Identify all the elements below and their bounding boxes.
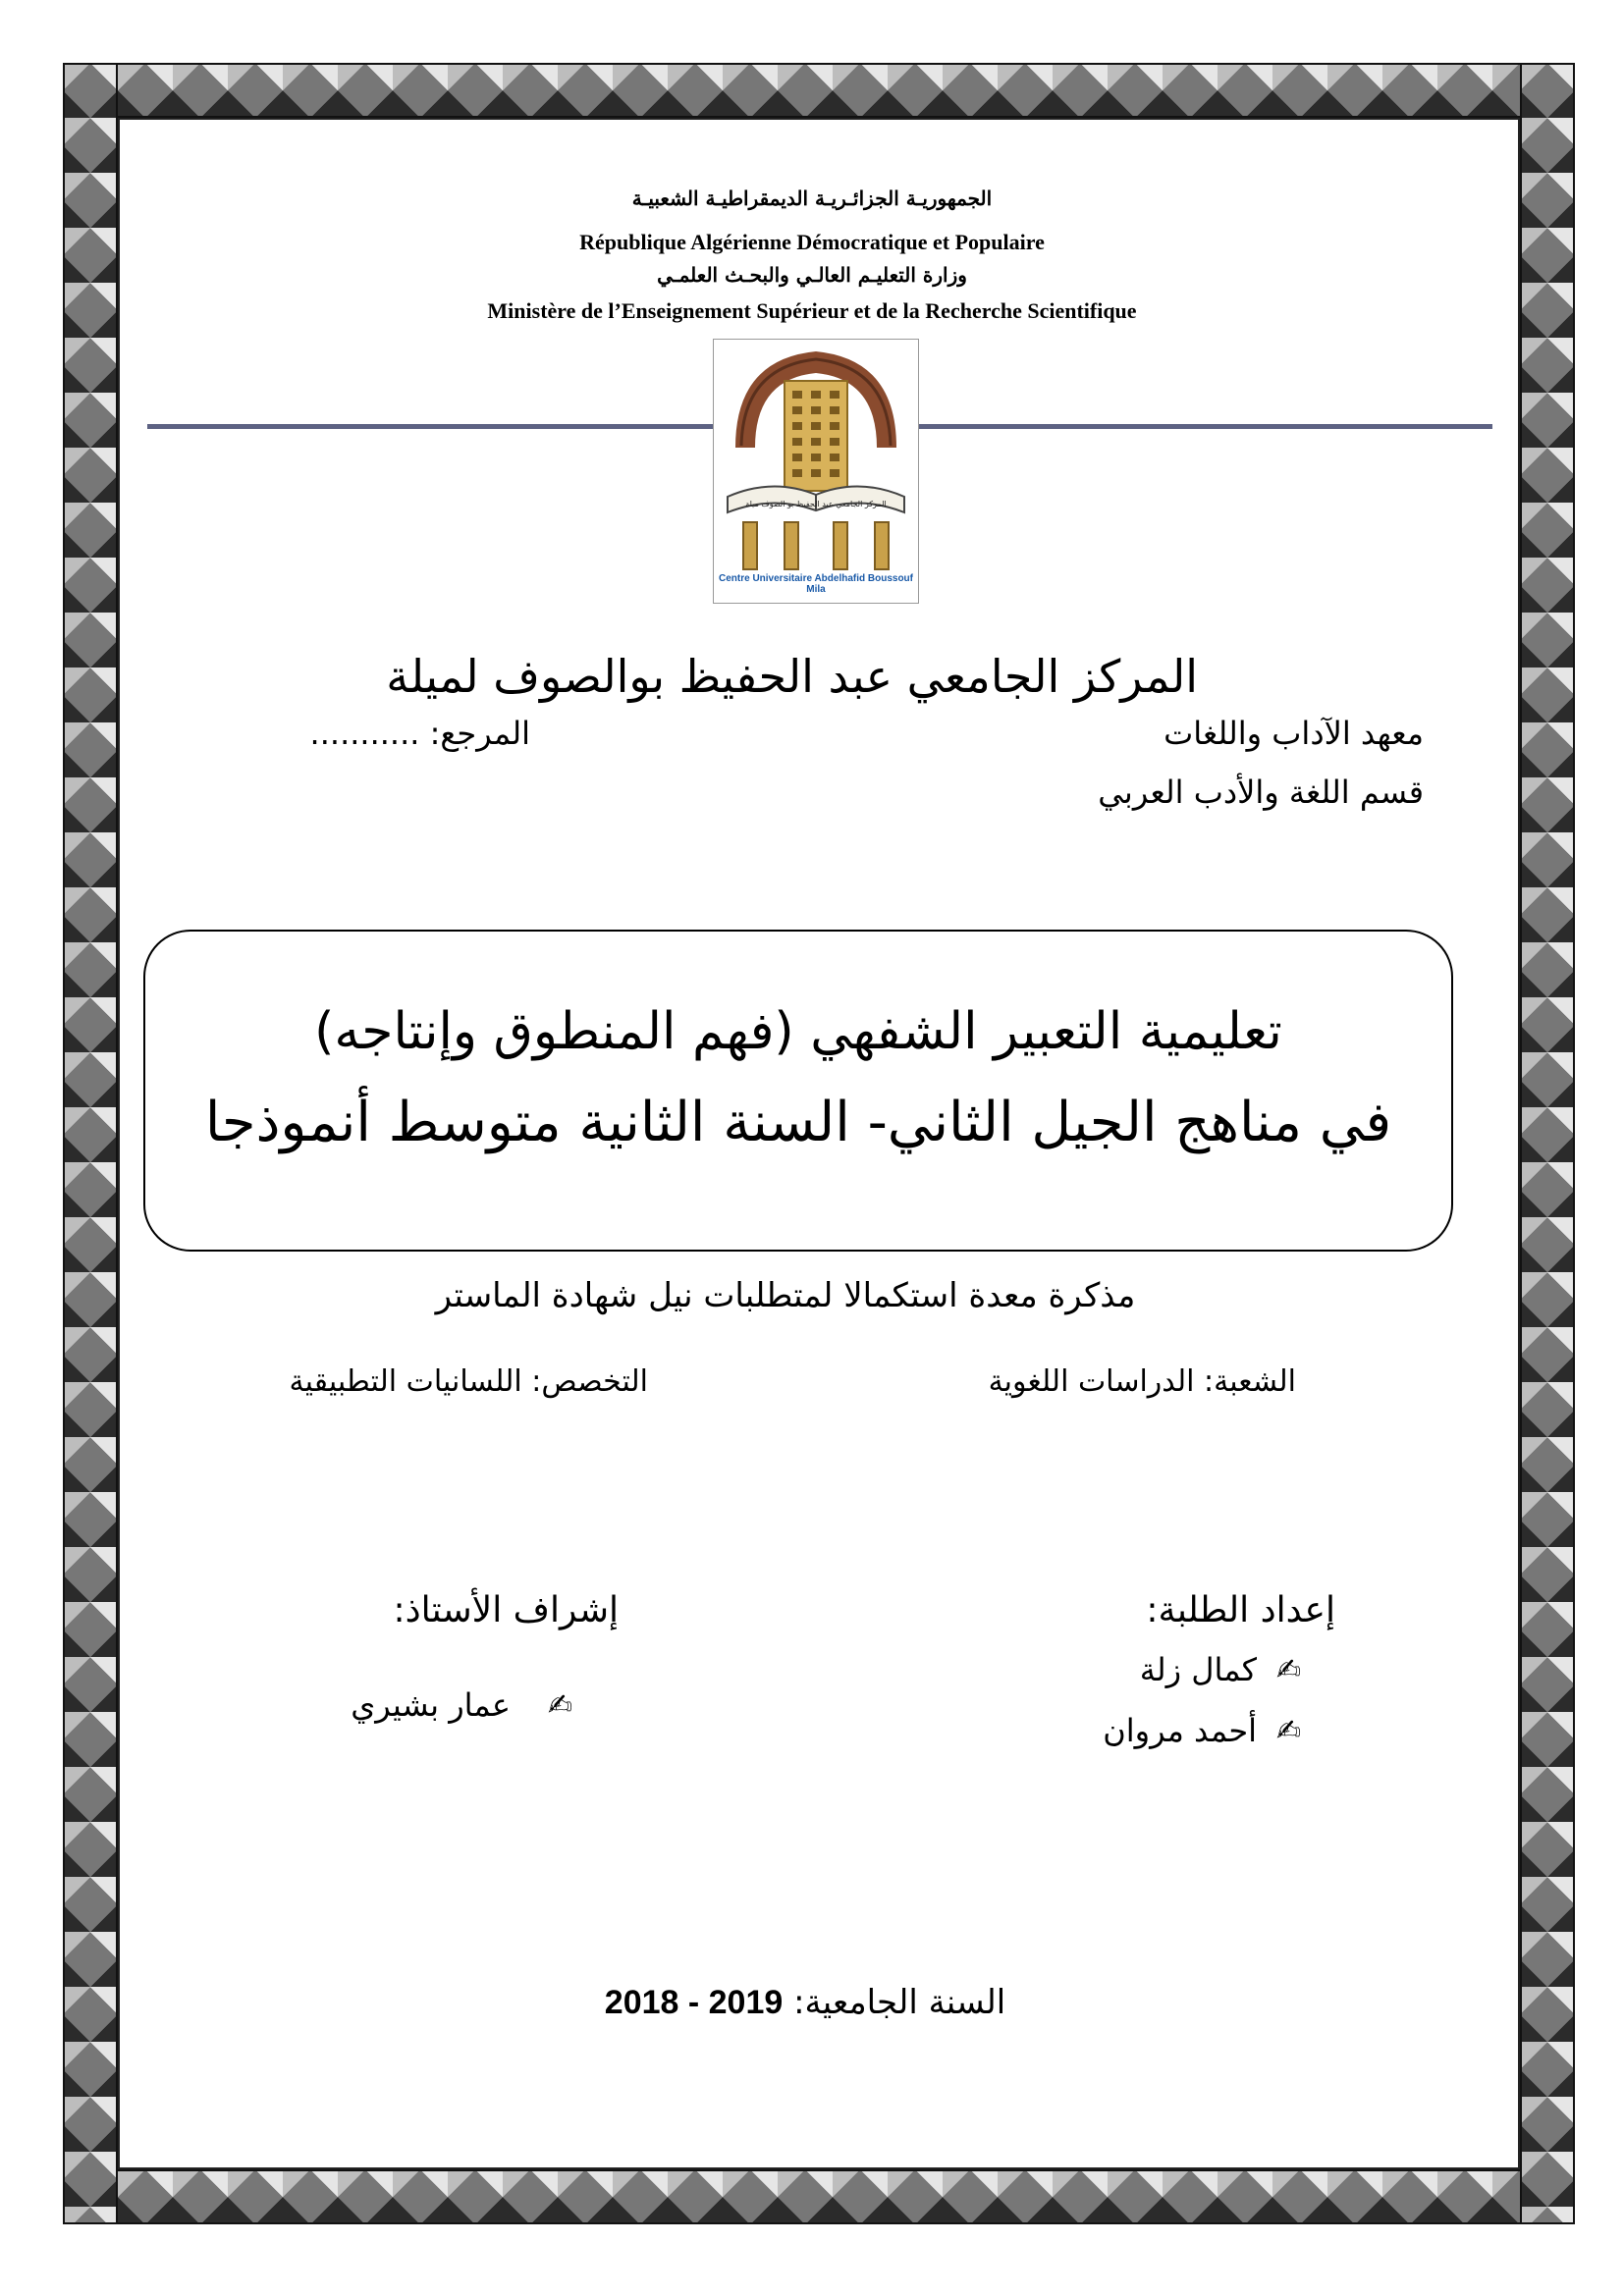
- university-logo-graphic: [714, 340, 918, 575]
- supervisor-label: إشراف الأستاذ:: [393, 1590, 619, 1630]
- student-name: كمال زلة: [1139, 1651, 1257, 1688]
- border-left: [63, 63, 118, 2224]
- border-bottom: [63, 2169, 1575, 2224]
- academic-year-value: 2018 - 2019: [604, 1984, 784, 2021]
- ministry-french: Ministère de l’Enseignement Supérieur et de la Recherche Scientifique: [487, 298, 1137, 323]
- thesis-title-line-1: تعليمية التعبير الشفهي (فهم المنطوق وإنتاجه): [314, 1002, 1282, 1061]
- republic-arabic: الجمهوريـة الجزائـريـة الديمقراطيـة الشعبيـة: [631, 187, 993, 210]
- institute-name: معهد الآداب واللغات: [1164, 715, 1424, 752]
- branch-label: الشعبة: الدراسات اللغوية: [988, 1364, 1296, 1399]
- student-name: أحمد مروان: [1103, 1712, 1257, 1749]
- thesis-title-box: [143, 930, 1453, 1252]
- university-logo: [713, 339, 919, 604]
- reference-number: المرجع: ...........: [309, 715, 530, 752]
- academic-year: [550, 1983, 1060, 2022]
- specialty-label: التخصص: اللسانيات التطبيقية: [289, 1364, 648, 1399]
- supervisor-name: عمار بشيري: [351, 1686, 511, 1724]
- students-label: إعداد الطلبة:: [1146, 1590, 1335, 1630]
- writing-hand-icon: ✍: [1276, 1714, 1302, 1748]
- thesis-purpose: مذكرة معدة استكمالا لمتطلبات نيل شهادة الماستر: [435, 1276, 1136, 1315]
- logo-caption: Centre Universitaire Abdelhafid Boussouf Mila: [719, 573, 913, 595]
- border-top: [63, 63, 1575, 118]
- ministry-arabic: وزارة التعليـم العالـي والبحـث العلمـي: [657, 263, 967, 287]
- writing-hand-icon: ✍: [548, 1688, 573, 1723]
- svg-text:المركز الجامعي عبد الحفيظ بو ا: المركز الجامعي عبد الحفيظ بو الصوف ميلة: [745, 500, 887, 508]
- republic-french: République Algérienne Démocratique et Populaire: [579, 230, 1045, 254]
- border-right: [1520, 63, 1575, 2224]
- academic-year-label: السنة الجامعية:: [793, 1983, 1006, 2022]
- writing-hand-icon: ✍: [1276, 1653, 1302, 1687]
- department-name: قسم اللغة والأدب العربي: [1098, 774, 1424, 811]
- thesis-title-line-2: في مناهج الجيل الثاني- السنة الثانية متوسط أنموذجا: [204, 1091, 1392, 1154]
- institution-name: المركز الجامعي عبد الحفيظ بوالصوف لميلة: [386, 650, 1198, 703]
